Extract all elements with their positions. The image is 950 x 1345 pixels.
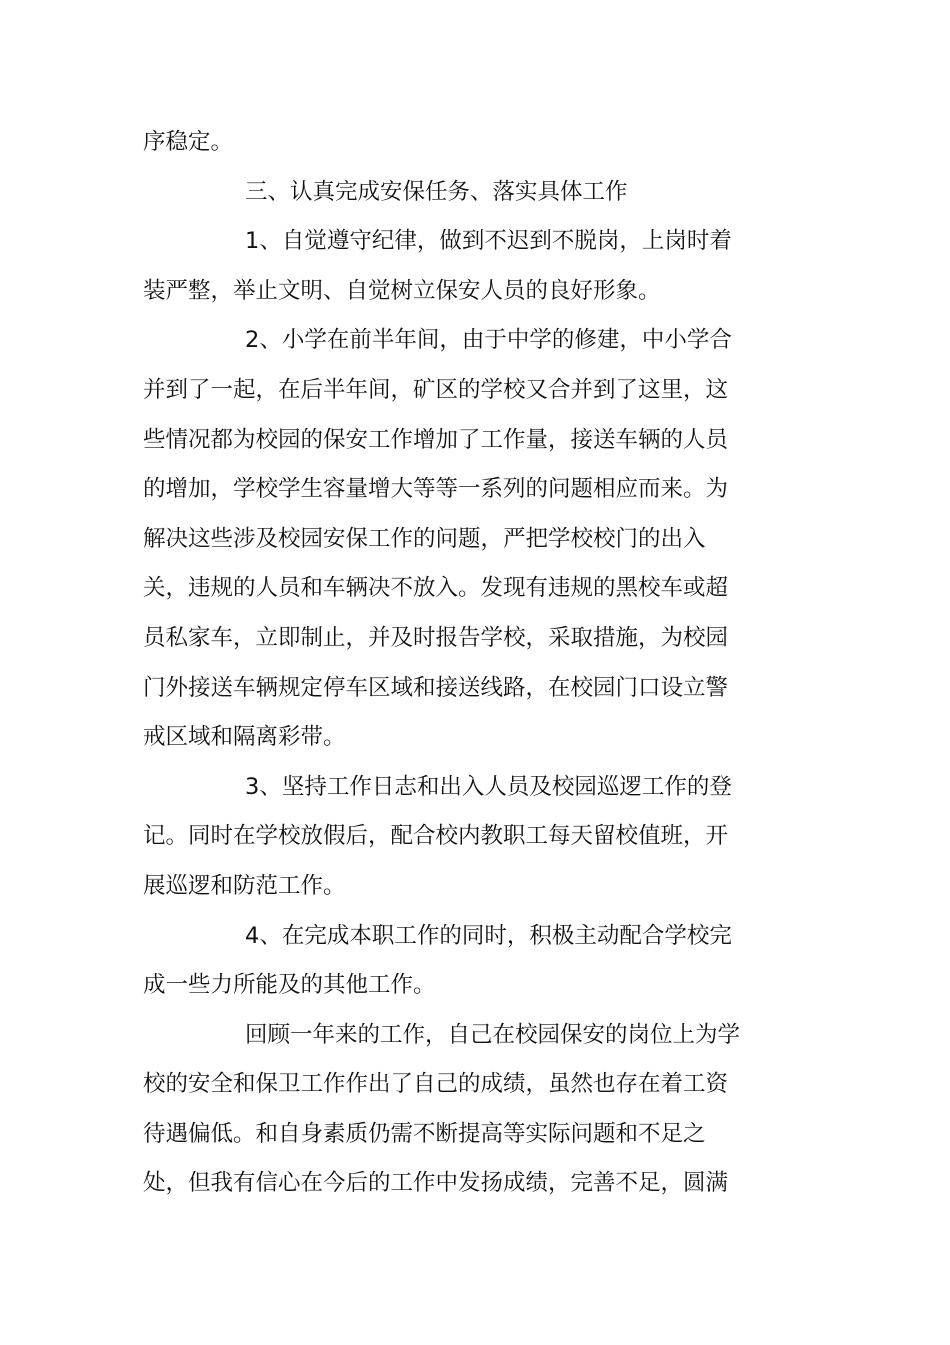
body-line: 门外接送车辆规定停车区域和接送线路，在校园门口设立警 xyxy=(143,674,729,701)
body-line: 回顾一年来的工作，自己在校园保安的岗位上为学 xyxy=(245,1021,741,1048)
body-line: 序稳定。 xyxy=(143,129,234,155)
body-line: 2、小学在前半年间，由于中学的修建，中小学合 xyxy=(245,327,732,354)
body-line: 些情况都为校园的保安工作增加了工作量，接送车辆的人员 xyxy=(143,426,729,453)
body-line: 校的安全和保卫工作作出了自己的成绩，虽然也存在着工资 xyxy=(143,1071,729,1098)
body-line: 戒区域和隔离彩带。 xyxy=(143,724,346,751)
body-line: 并到了一起，在后半年间，矿区的学校又合并到了这里，这 xyxy=(143,376,729,403)
body-line: 3、坚持工作日志和出入人员及校园巡逻工作的登 xyxy=(245,773,732,800)
body-line: 员私家车，立即制止，并及时报告学校，采取措施，为校园 xyxy=(143,624,729,651)
body-line: 4、在完成本职工作的同时，积极主动配合学校完 xyxy=(245,922,732,949)
body-line: 待遇偏低。和自身素质仍需不断提高等实际问题和不足之 xyxy=(143,1120,706,1147)
section-heading: 三、认真完成安保任务、落实具体工作 xyxy=(245,178,628,205)
body-line: 关，违规的人员和车辆决不放入。发现有违规的黑校车或超 xyxy=(143,575,729,602)
document-body xyxy=(143,118,753,1209)
body-line: 解决这些涉及校园安保工作的问题，严把学校校门的出入 xyxy=(143,525,706,552)
body-line: 展巡逻和防范工作。 xyxy=(143,872,346,899)
body-line: 装严整，举止文明、自觉树立保安人员的良好形象。 xyxy=(143,277,661,304)
body-line: 1、自觉遵守纪律，做到不迟到不脱岗，上岗时着 xyxy=(245,228,732,255)
body-line: 记。同时在学校放假后，配合校内教职工每天留校值班，开 xyxy=(143,823,729,850)
body-line: 的增加，学校学生容量增大等等一系列的问题相应而来。为 xyxy=(143,476,729,503)
body-line: 处，但我有信心在今后的工作中发扬成绩，完善不足，圆满 xyxy=(143,1170,729,1197)
body-line: 成一些力所能及的其他工作。 xyxy=(143,972,436,999)
